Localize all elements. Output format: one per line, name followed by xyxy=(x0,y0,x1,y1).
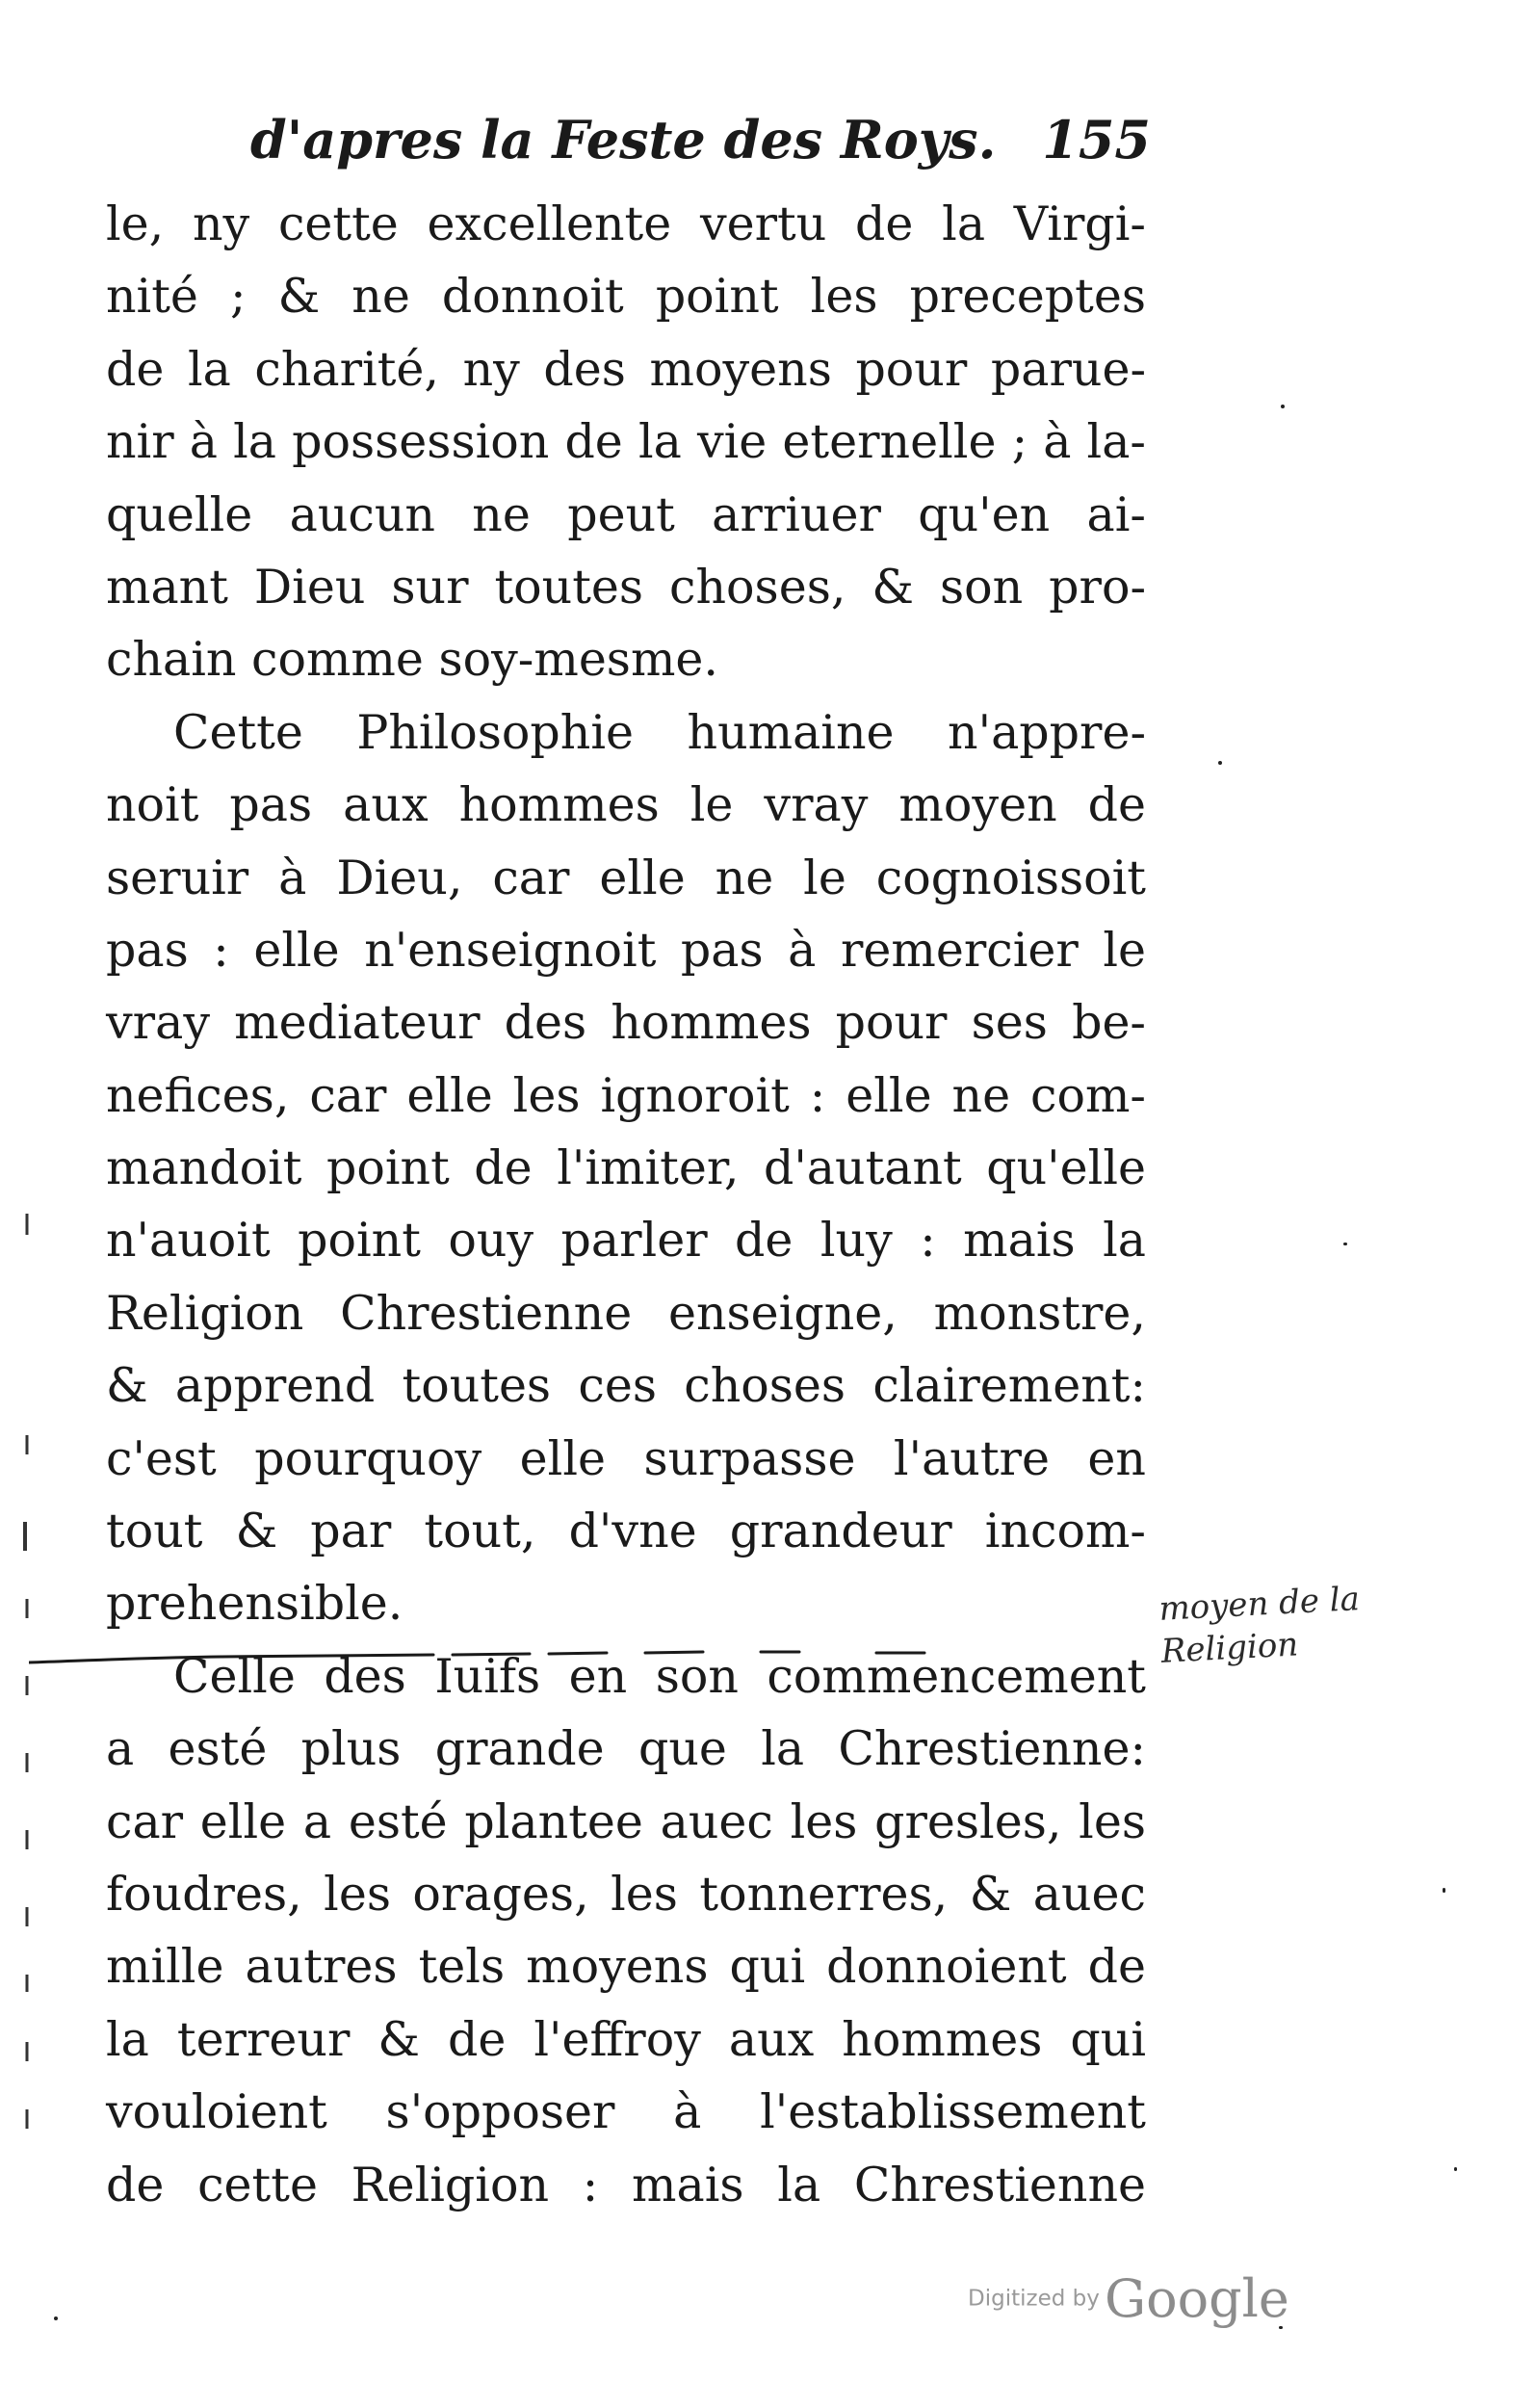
speck xyxy=(1343,1243,1347,1245)
text-line: la terreur & de l'effroy aux hommes qui xyxy=(106,2011,1146,2067)
text-line: mille autres tels moyens qui donnoient de xyxy=(106,1939,1146,1995)
text-line: chain comme soy-mesme. xyxy=(106,632,718,688)
text-line: vouloient s'opposer à l'establissement xyxy=(106,2084,1146,2140)
digitized-by-watermark xyxy=(968,2268,1289,2345)
text-line: Religion Chrestienne enseigne, monstre, xyxy=(106,1285,1146,1341)
watermark-prefix: Digitized by xyxy=(968,2286,1100,2312)
speck xyxy=(1454,2167,1457,2171)
text-line: car elle a esté plantee auec les gresles, les xyxy=(106,1793,1146,1849)
speck xyxy=(1443,1888,1445,1893)
text-line: & apprend toutes ces choses clairement: xyxy=(106,1358,1146,1414)
text-line: a esté plus grande que la Chrestienne: xyxy=(106,1721,1146,1777)
handwritten-underline xyxy=(29,1649,1156,1668)
speck xyxy=(54,2316,58,2320)
text-line: noit pas aux hommes le vray moyen de xyxy=(106,777,1146,833)
margin-tick-marks xyxy=(17,1214,37,2225)
text-line: tout & par tout, d'vne grandeur incom- xyxy=(106,1504,1146,1559)
paragraph-first-line: Celle des Iuifs en son commencement xyxy=(173,1648,1146,1704)
marginal-note xyxy=(1158,1571,1490,1694)
marginal-note-line: Religion xyxy=(1159,1625,1300,1671)
speck xyxy=(1218,761,1222,765)
marginal-note-line: moyen de la xyxy=(1158,1580,1361,1629)
body-text xyxy=(106,188,1146,2221)
text-line: c'est pourquoy elle surpasse l'autre en xyxy=(106,1430,1146,1486)
running-title: d'apres la Feste des Roys. xyxy=(250,109,997,170)
text-line: pas : elle n'enseignoit pas à remercier le xyxy=(106,922,1146,978)
page-number: 155 xyxy=(1042,109,1151,170)
running-head xyxy=(236,106,1151,173)
text-line: le, ny cette excellente vertu de la Virgi- xyxy=(106,196,1146,251)
text-line: nité ; & ne donnoit point les preceptes xyxy=(106,269,1146,325)
speck xyxy=(1281,405,1285,408)
text-line: nir à la possession de la vie eternelle ; à la- xyxy=(106,414,1146,470)
google-logo: Google xyxy=(1104,2268,1289,2329)
text-line: de la charité, ny des moyens pour parue- xyxy=(106,341,1146,397)
text-line: mant Dieu sur toutes choses, & son pro- xyxy=(106,559,1146,615)
text-line: mandoit point de l'imiter, d'autant qu'elle xyxy=(106,1140,1146,1196)
text-line: n'auoit point ouy parler de luy : mais la xyxy=(106,1213,1146,1269)
text-line: de cette Religion : mais la Chrestienne xyxy=(106,2157,1146,2212)
text-line: quelle aucun ne peut arriuer qu'en ai- xyxy=(106,486,1146,542)
text-line: nefices, car elle les ignoroit : elle ne com- xyxy=(106,1067,1146,1123)
text-line: foudres, les orages, les tonnerres, & auec xyxy=(106,1866,1146,1922)
text-line: prehensible. xyxy=(106,1576,403,1632)
text-line: vray mediateur des hommes pour ses be- xyxy=(106,995,1146,1051)
text-line: seruir à Dieu, car elle ne le cognoissoit xyxy=(106,850,1146,905)
paragraph-first-line: Cette Philosophie humaine n'appre- xyxy=(173,704,1146,760)
